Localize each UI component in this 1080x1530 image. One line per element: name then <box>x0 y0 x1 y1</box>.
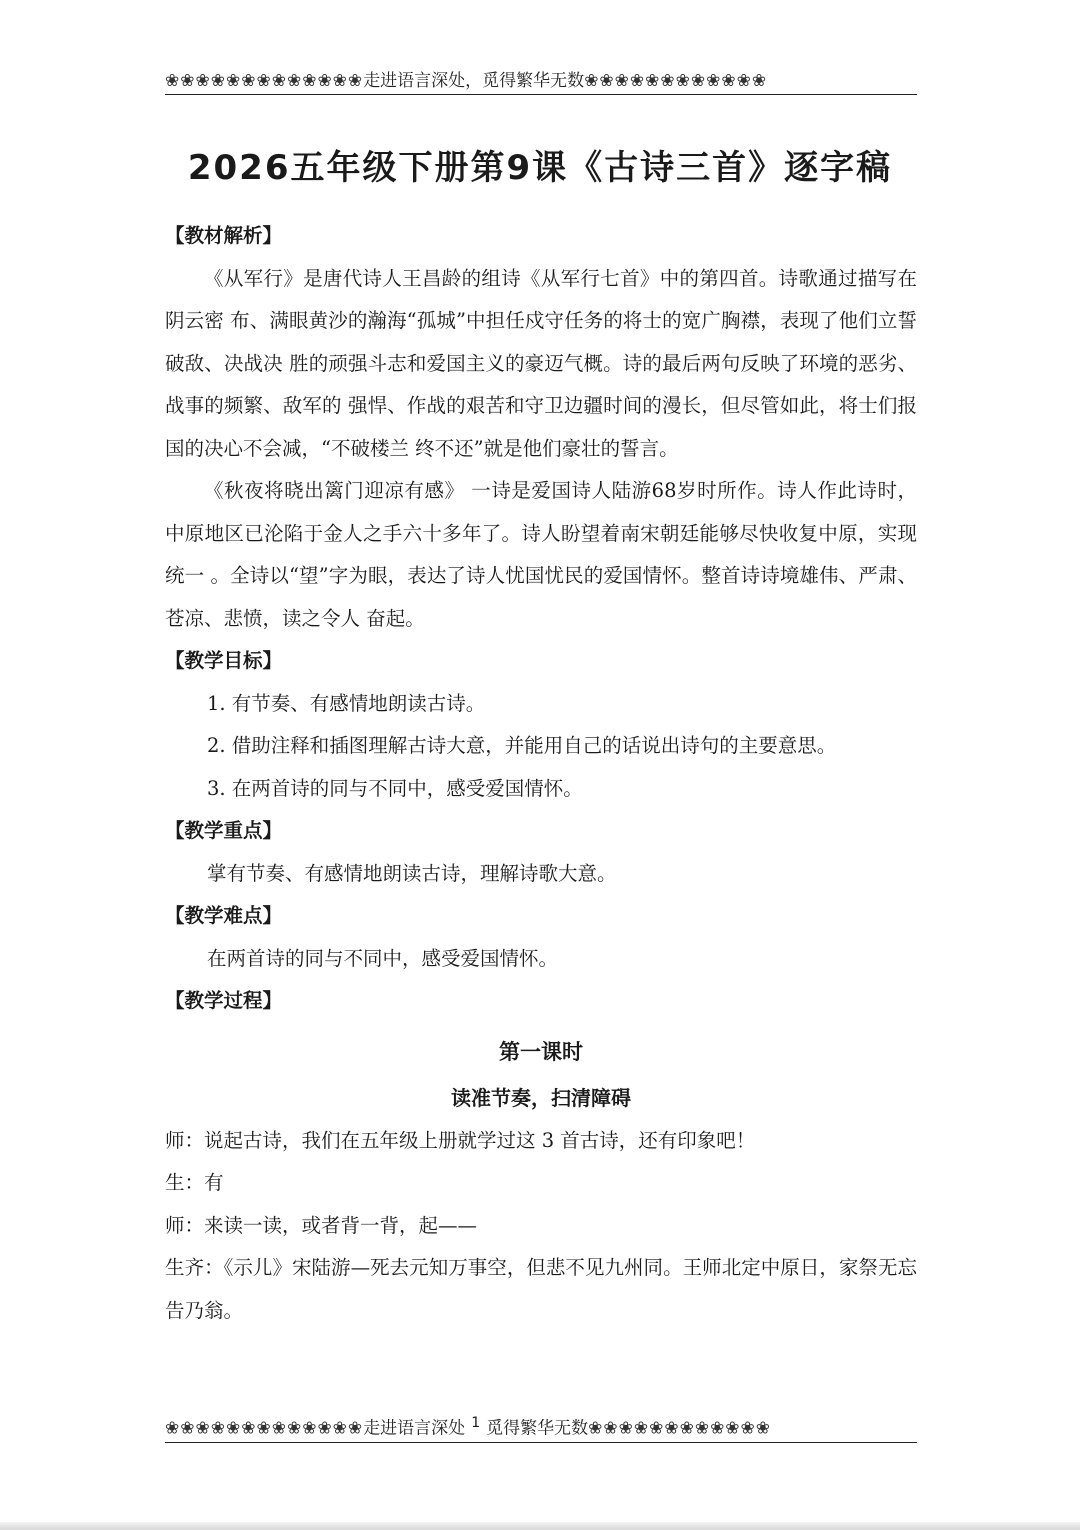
footer-motto-right: 觅得繁华无数 <box>486 1418 589 1439</box>
analysis-heading: 【教材解析】 <box>165 224 283 247</box>
page-edge-shadow <box>0 1522 1080 1530</box>
analysis-paragraph-2: 《秋夜将晓出篱门迎凉有感》 一诗是爱国诗人陆游68岁时所作。诗人作此诗时，中原地区已沦陷于金人之手六十多年了。诗人盼望着南宋朝廷能够尽快收复中原，实现统一 。全诗以“望”字为眼，表达了诗人忧国忧民的爱国情怀。整首诗诗境雄伟、严肃、苍凉、悲愤，读之令人 奋起。 <box>165 479 917 630</box>
page-footer <box>165 1412 917 1443</box>
document-body <box>165 215 917 1332</box>
goal-item: 1. 有节奏、有感情地朗读古诗。 <box>207 691 486 715</box>
dialog-line: 生：有 <box>165 1171 224 1194</box>
lesson-title: 第一课时 <box>499 1039 583 1064</box>
goals-heading: 【教学目标】 <box>165 649 283 672</box>
subtopic-title: 读准节奏，扫清障碍 <box>451 1086 631 1110</box>
dialog-line: 生齐：《示儿》宋陆游—死去元知万事空，但悲不见九州同。王师北定中原日，家祭无忘告乃翁。 <box>165 1256 917 1322</box>
document-title: 2026五年级下册第9课《古诗三首》逐字稿 <box>187 148 893 188</box>
flower-border-left: ❀❀❀❀❀❀❀❀❀❀❀❀❀ <box>165 1418 364 1439</box>
goal-item: 3. 在两首诗的同与不同中，感受爱国情怀。 <box>207 776 583 800</box>
flower-border-right: ❀❀❀❀❀❀❀❀❀❀❀❀ <box>588 1418 772 1439</box>
process-heading: 【教学过程】 <box>165 989 283 1012</box>
goal-item: 2. 借助注释和插图理解古诗大意，并能用自己的话说出诗句的主要意思。 <box>207 734 837 757</box>
key-points-heading: 【教学重点】 <box>165 819 283 842</box>
header-motto: 走进语言深处，觅得繁华无数 <box>363 71 585 91</box>
key-points-text: 掌有节奏、有感情地朗读古诗，理解诗歌大意。 <box>207 861 617 885</box>
difficulty-text: 在两首诗的同与不同中，感受爱国情怀。 <box>207 946 559 970</box>
difficulty-heading: 【教学难点】 <box>165 904 283 927</box>
flower-border-right: ❀❀❀❀❀❀❀❀❀❀❀❀ <box>584 71 768 91</box>
page-number: 1 <box>471 1415 481 1431</box>
flower-border-left: ❀❀❀❀❀❀❀❀❀❀❀❀❀ <box>165 71 364 91</box>
analysis-paragraph-1: 《从军行》是唐代诗人王昌龄的组诗《从军行七首》中的第四首。诗歌通过描写在阴云密 布、满眼黄沙的瀚海“孤城”中担任戍守任务的将士的宽广胸襟，表现了他们立誓破敌、决战决 胜的顽强斗志和爱国主义的豪迈气概。诗的最后两句反映了环境的恶劣、战事的频繁、敌军的 强悍、作战的艰苦和守卫边疆时间的漫长，但尽管如此，将士们报国的决心不会减，“不破楼兰 终不还”就是他们豪壮的誓言。 <box>165 266 917 460</box>
dialog-line: 师：来读一读，或者背一背，起—— <box>165 1213 478 1237</box>
footer-motto-left: 走进语言深处 <box>363 1418 466 1439</box>
dialog-line: 师：说起古诗，我们在五年级上册就学过这 3 首古诗，还有印象吧！ <box>165 1128 756 1152</box>
page-header <box>165 70 917 95</box>
